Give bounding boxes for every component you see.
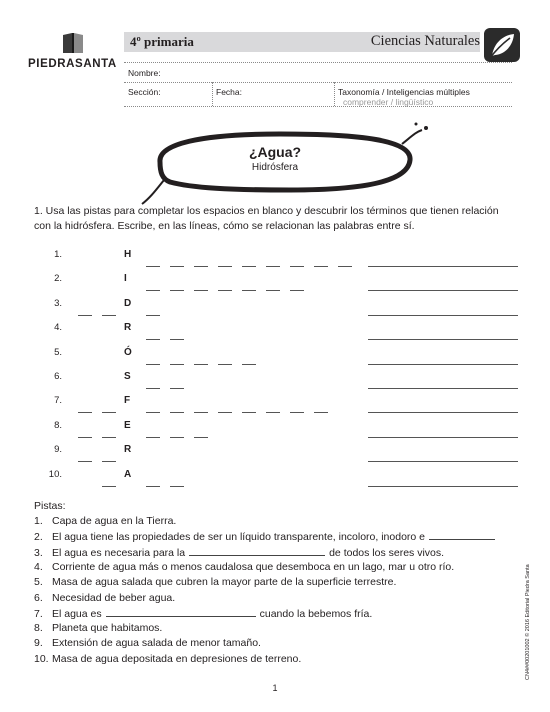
letter-blank[interactable] bbox=[218, 412, 232, 413]
clue-item bbox=[34, 530, 499, 543]
clue-text-end: cuando la bebemos fría. bbox=[259, 607, 373, 620]
clue-number: 6. bbox=[34, 591, 43, 604]
letter-blank[interactable] bbox=[78, 461, 92, 462]
clue-item bbox=[34, 653, 301, 665]
letter-blank[interactable] bbox=[314, 412, 328, 413]
letter-blank[interactable] bbox=[242, 266, 256, 267]
puzzle-key-letter: A bbox=[124, 468, 132, 480]
grade-label: 4º primaria bbox=[130, 34, 194, 49]
copyright-note bbox=[521, 500, 531, 680]
seccion-label: Sección: bbox=[128, 87, 161, 97]
letter-blank[interactable] bbox=[314, 266, 328, 267]
relation-answer-line[interactable] bbox=[368, 461, 518, 462]
clue-item bbox=[34, 561, 454, 573]
puzzle-row bbox=[0, 469, 550, 489]
leaf-icon bbox=[484, 28, 520, 62]
page-number: 1 bbox=[272, 683, 278, 693]
subject-label: Ciencias Naturales bbox=[370, 33, 480, 49]
clue-item bbox=[34, 592, 175, 604]
letter-blank[interactable] bbox=[194, 437, 208, 438]
puzzle-row-number: 3. bbox=[54, 297, 62, 309]
clue-text: El agua es necesaria para la bbox=[52, 546, 186, 559]
puzzle-row-number: 1. bbox=[54, 249, 62, 260]
publisher-name: PIEDRASANTA bbox=[28, 58, 117, 70]
letter-blank[interactable] bbox=[194, 364, 208, 365]
letter-blank[interactable] bbox=[218, 266, 232, 267]
puzzle-key-letter: R bbox=[124, 322, 132, 334]
puzzle-row-number: 10. bbox=[48, 468, 62, 480]
puzzle-key-letter: R bbox=[124, 444, 132, 456]
puzzle-key-letter: Ó bbox=[124, 346, 132, 358]
puzzle-row bbox=[0, 273, 550, 293]
clue-item bbox=[34, 607, 372, 620]
letter-blank[interactable] bbox=[170, 486, 184, 487]
puzzle-row bbox=[0, 444, 550, 464]
activity-subtitle: Hidrósfera bbox=[251, 162, 299, 173]
letter-blank[interactable] bbox=[242, 412, 256, 413]
clue-fill-blank[interactable] bbox=[189, 546, 325, 556]
taxonomy-value: comprender / lingüístico bbox=[343, 97, 434, 107]
letter-blank[interactable] bbox=[266, 412, 280, 413]
taxonomy-label: Taxonomía / Inteligencias múltiples bbox=[338, 87, 470, 97]
clue-text: Necesidad de beber agua. bbox=[52, 591, 176, 604]
clue-number: 8. bbox=[34, 622, 43, 635]
letter-blank[interactable] bbox=[266, 266, 280, 267]
clue-item bbox=[34, 622, 162, 634]
letter-blank[interactable] bbox=[242, 290, 256, 291]
letter-blank[interactable] bbox=[146, 339, 160, 340]
puzzle-key-letter: S bbox=[124, 371, 131, 382]
puzzle-row-number: 7. bbox=[54, 395, 62, 407]
puzzle-row bbox=[0, 298, 550, 318]
letter-blank[interactable] bbox=[194, 412, 208, 413]
puzzle-row-number: 5. bbox=[54, 346, 62, 358]
divider bbox=[334, 82, 335, 106]
puzzle-key-letter: H bbox=[124, 249, 132, 260]
clue-fill-blank[interactable] bbox=[106, 607, 256, 617]
letter-blank[interactable] bbox=[102, 315, 116, 316]
letter-blank[interactable] bbox=[146, 266, 160, 267]
clue-number: 10. bbox=[34, 652, 49, 665]
clue-number: 5. bbox=[34, 576, 43, 589]
clue-number: 3. bbox=[34, 546, 43, 559]
letter-blank[interactable] bbox=[290, 412, 304, 413]
puzzle-row bbox=[0, 347, 550, 367]
letter-blank[interactable] bbox=[266, 290, 280, 291]
activity-title: ¿Agua? bbox=[248, 144, 302, 160]
relation-answer-line[interactable] bbox=[368, 364, 518, 365]
puzzle-key-letter: D bbox=[124, 297, 132, 309]
letter-blank[interactable] bbox=[218, 290, 232, 291]
letter-blank[interactable] bbox=[146, 437, 160, 438]
relation-answer-line[interactable] bbox=[368, 290, 518, 291]
clue-text-end: de todos los seres vivos. bbox=[329, 546, 445, 559]
publisher-logo bbox=[28, 30, 118, 76]
clue-item bbox=[34, 576, 396, 588]
divider bbox=[124, 106, 512, 107]
letter-blank[interactable] bbox=[194, 266, 208, 267]
puzzle-row bbox=[0, 395, 550, 415]
letter-blank[interactable] bbox=[170, 364, 184, 365]
relation-answer-line[interactable] bbox=[368, 339, 518, 340]
letter-blank[interactable] bbox=[218, 364, 232, 365]
divider bbox=[124, 82, 512, 83]
letter-blank[interactable] bbox=[102, 486, 116, 487]
puzzle-row bbox=[0, 249, 550, 269]
letter-blank[interactable] bbox=[102, 412, 116, 413]
relation-answer-line[interactable] bbox=[368, 266, 518, 267]
clue-text: Corriente de agua más o menos caudalosa que desemboca en un lago, mar u otro río. bbox=[52, 560, 455, 573]
letter-blank[interactable] bbox=[170, 339, 184, 340]
fecha-label: Fecha: bbox=[216, 87, 242, 97]
puzzle-row-number: 6. bbox=[54, 371, 62, 382]
letter-blank[interactable] bbox=[290, 266, 304, 267]
letter-blank[interactable] bbox=[242, 364, 256, 365]
puzzle-key-letter: E bbox=[124, 419, 131, 431]
relation-answer-line[interactable] bbox=[368, 486, 518, 487]
clue-text: Masa de agua depositada en depresiones de terreno. bbox=[52, 652, 302, 665]
puzzle-key-letter: I bbox=[124, 273, 127, 285]
puzzle-row bbox=[0, 322, 550, 342]
puzzle-row bbox=[0, 420, 550, 440]
puzzle-row-number: 8. bbox=[54, 419, 62, 431]
nombre-label: Nombre: bbox=[128, 68, 161, 78]
pistas-label: Pistas: bbox=[34, 500, 66, 512]
relation-answer-line[interactable] bbox=[368, 388, 518, 389]
book-icon bbox=[61, 32, 85, 54]
relation-answer-line[interactable] bbox=[368, 315, 518, 316]
letter-blank[interactable] bbox=[170, 290, 184, 291]
clue-number: 7. bbox=[34, 607, 43, 620]
letter-blank[interactable] bbox=[78, 437, 92, 438]
letter-blank[interactable] bbox=[146, 486, 160, 487]
clue-number: 1. bbox=[34, 515, 43, 527]
letter-blank[interactable] bbox=[170, 388, 184, 389]
letter-blank[interactable] bbox=[102, 461, 116, 462]
letter-blank[interactable] bbox=[78, 315, 92, 316]
relation-answer-line[interactable] bbox=[368, 437, 518, 438]
clue-item bbox=[34, 546, 444, 559]
divider bbox=[124, 62, 512, 63]
letter-blank[interactable] bbox=[146, 315, 160, 316]
clue-text: Planeta que habitamos. bbox=[52, 622, 163, 635]
letter-blank[interactable] bbox=[338, 266, 352, 267]
clue-text: Capa de agua en la Tierra. bbox=[52, 515, 177, 527]
clue-text: El agua tiene las propiedades de ser un líquido transparente, incoloro, inodoro e bbox=[52, 531, 426, 544]
clue-number: 2. bbox=[34, 531, 43, 544]
puzzle-row-number: 9. bbox=[54, 444, 62, 456]
letter-blank[interactable] bbox=[146, 364, 160, 365]
letter-blank[interactable] bbox=[170, 266, 184, 267]
svg-text:CN4##00201002 © 2016 Editorial: CN4##00201002 © 2016 Editorial Piedra Santa bbox=[525, 564, 531, 680]
instruction-text: 1. Usa las pistas para completar los espacios en blanco y descubrir los términos que tienen relación con la hidrósfera. Escribe, en las líneas, cómo se relacionan las palabras entre sí. bbox=[34, 205, 499, 232]
letter-blank[interactable] bbox=[290, 290, 304, 291]
clue-number: 4. bbox=[34, 560, 43, 573]
puzzle-key-letter: F bbox=[124, 395, 131, 407]
clue-text: Extensión de agua salada de menor tamaño. bbox=[52, 637, 261, 650]
divider bbox=[212, 82, 213, 106]
letter-blank[interactable] bbox=[170, 412, 184, 413]
puzzle-row-number: 2. bbox=[54, 273, 62, 285]
puzzle-row-number: 4. bbox=[54, 322, 62, 334]
letter-blank[interactable] bbox=[78, 412, 92, 413]
letter-blank[interactable] bbox=[146, 290, 160, 291]
letter-blank[interactable] bbox=[194, 290, 208, 291]
clue-number: 9. bbox=[34, 637, 43, 650]
letter-blank[interactable] bbox=[146, 412, 160, 413]
clue-text: Masa de agua salada que cubren la mayor parte de la superficie terrestre. bbox=[52, 576, 397, 589]
relation-answer-line[interactable] bbox=[368, 412, 518, 413]
letter-blank[interactable] bbox=[170, 437, 184, 438]
clue-item bbox=[34, 637, 261, 649]
clue-text: El agua es bbox=[52, 607, 102, 620]
letter-blank[interactable] bbox=[102, 437, 116, 438]
clue-item bbox=[34, 515, 176, 527]
clue-fill-blank[interactable] bbox=[429, 530, 495, 540]
letter-blank[interactable] bbox=[146, 388, 160, 389]
puzzle-row bbox=[0, 371, 550, 391]
